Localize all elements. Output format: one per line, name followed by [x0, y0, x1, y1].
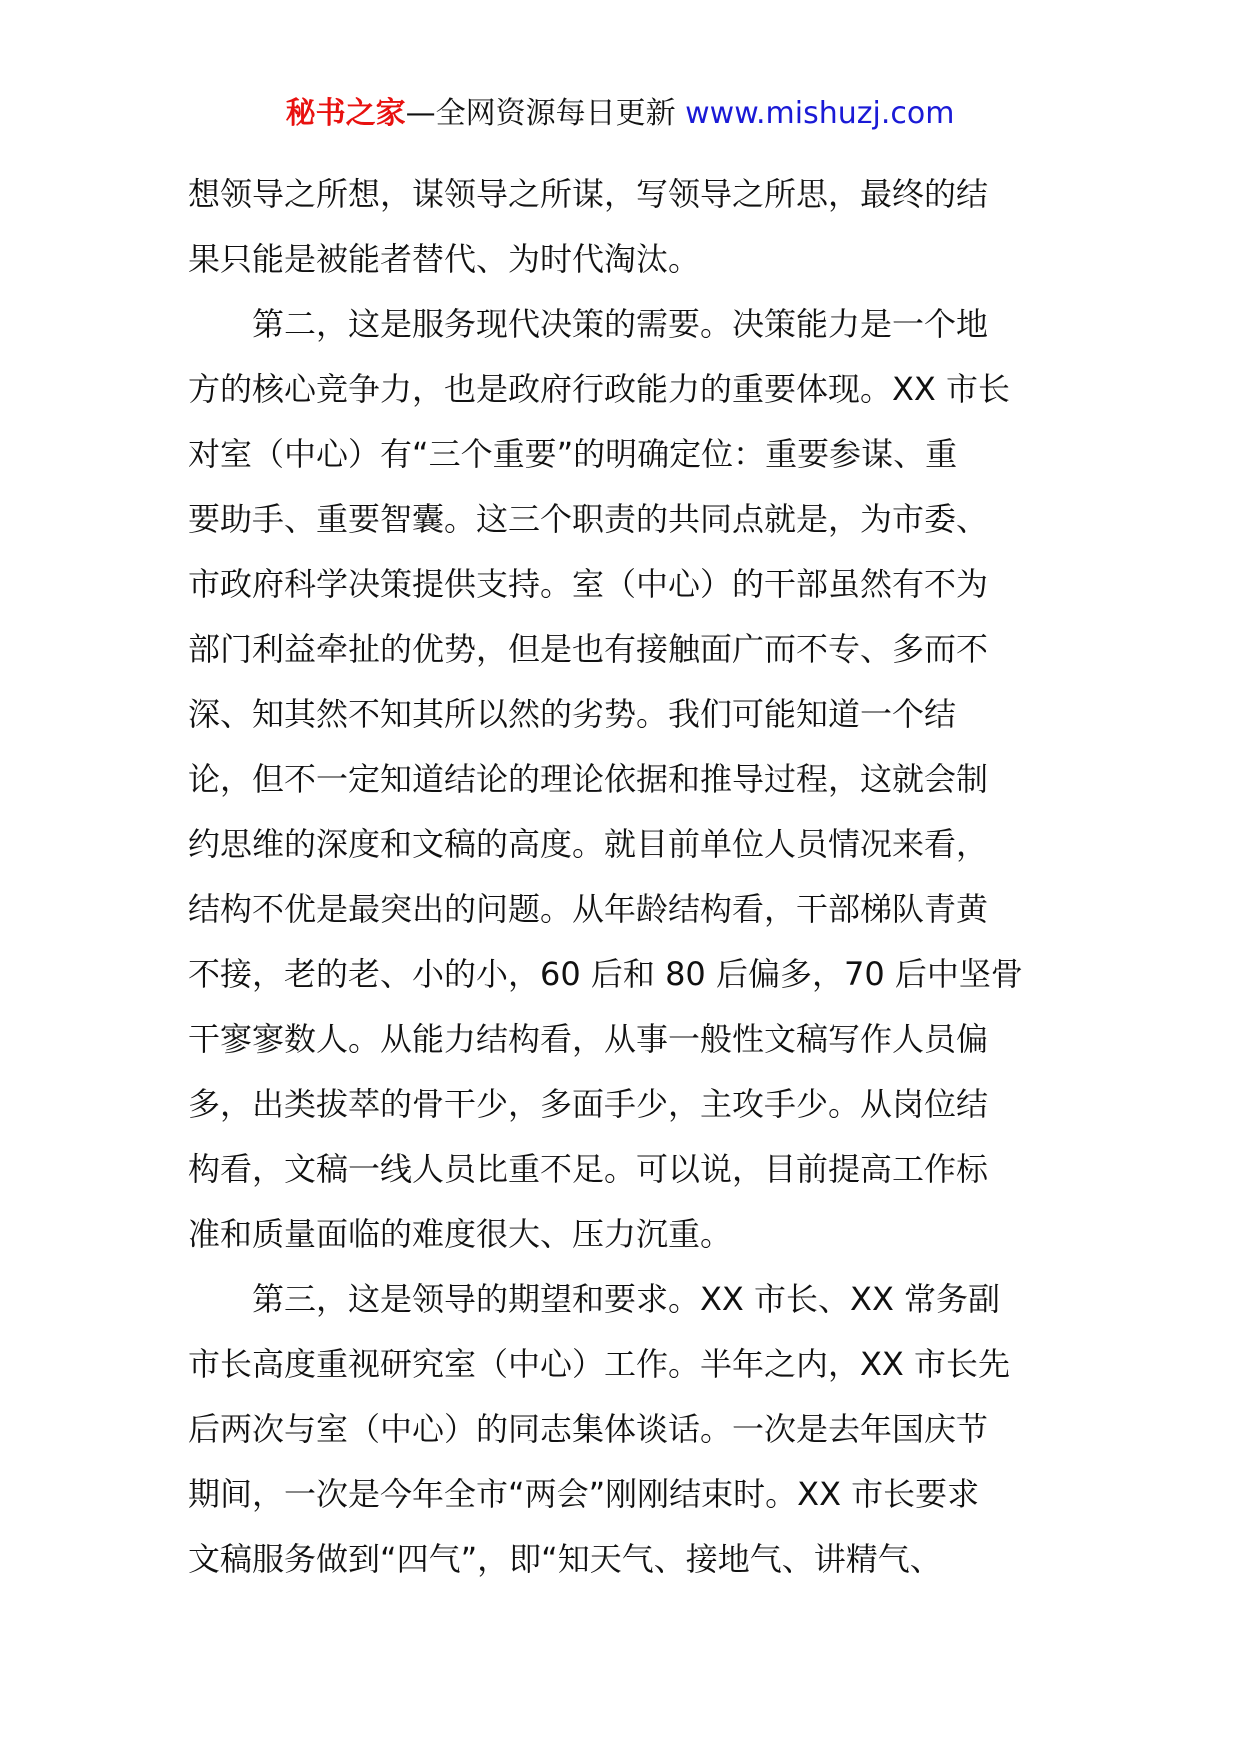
text-line: 市长高度重视研究室（中心）工作。半年之内，XX 市长先: [188, 1345, 1011, 1383]
text-line: 多，出类拔萃的骨干少，多面手少，主攻手少。从岗位结: [188, 1085, 989, 1123]
text-line: 要助手、重要智囊。这三个职责的共同点就是，为市委、: [188, 500, 989, 538]
text-line: 想领导之所想，谋领导之所谋，写领导之所思，最终的结: [188, 175, 989, 213]
text-line: 论，但不一定知道结论的理论依据和推导过程，这就会制: [188, 760, 989, 798]
paragraph-start-line: 第二，这是服务现代决策的需要。决策能力是一个地: [252, 305, 989, 343]
text-line: 期间，一次是今年全市“两会”刚刚结束时。XX 市长要求: [188, 1475, 980, 1513]
text-line: 约思维的深度和文稿的高度。就目前单位人员情况来看，: [188, 825, 989, 863]
brand-name: 秘书之家: [285, 96, 406, 131]
text-line: 文稿服务做到“四气”，即“知天气、接地气、讲精气、: [188, 1540, 942, 1578]
header-tagline: —全网资源每日更新: [405, 96, 686, 131]
text-line: 方的核心竞争力，也是政府行政能力的重要体现。XX 市长: [188, 370, 1011, 408]
text-line: 市政府科学决策提供支持。室（中心）的干部虽然有不为: [188, 565, 989, 603]
text-line: 准和质量面临的难度很大、压力沉重。: [188, 1215, 733, 1253]
text-line: 结构不优是最突出的问题。从年龄结构看，干部梯队青黄: [188, 890, 989, 928]
text-line: 后两次与室（中心）的同志集体谈话。一次是去年国庆节: [188, 1410, 989, 1448]
text-line: 果只能是被能者替代、为时代淘汰。: [188, 240, 701, 278]
text-line: 构看，文稿一线人员比重不足。可以说，目前提高工作标: [188, 1150, 989, 1188]
text-line: 不接，老的老、小的小，60 后和 80 后偏多，70 后中坚骨: [188, 955, 1023, 993]
site-url-link[interactable]: www.mishuzj.com: [685, 96, 955, 131]
text-line: 干寥寥数人。从能力结构看，从事一般性文稿写作人员偏: [188, 1020, 989, 1058]
page-header: [0, 92, 1240, 136]
text-line: 对室（中心）有“三个重要”的明确定位：重要参谋、重: [188, 435, 958, 473]
text-line: 深、知其然不知其所以然的劣势。我们可能知道一个结: [188, 695, 957, 733]
document-body: [188, 162, 1068, 1592]
text-line: 部门利益牵扯的优势，但是也有接触面广而不专、多而不: [188, 630, 989, 668]
paragraph-start-line: 第三，这是领导的期望和要求。XX 市长、XX 常务副: [252, 1280, 1001, 1318]
